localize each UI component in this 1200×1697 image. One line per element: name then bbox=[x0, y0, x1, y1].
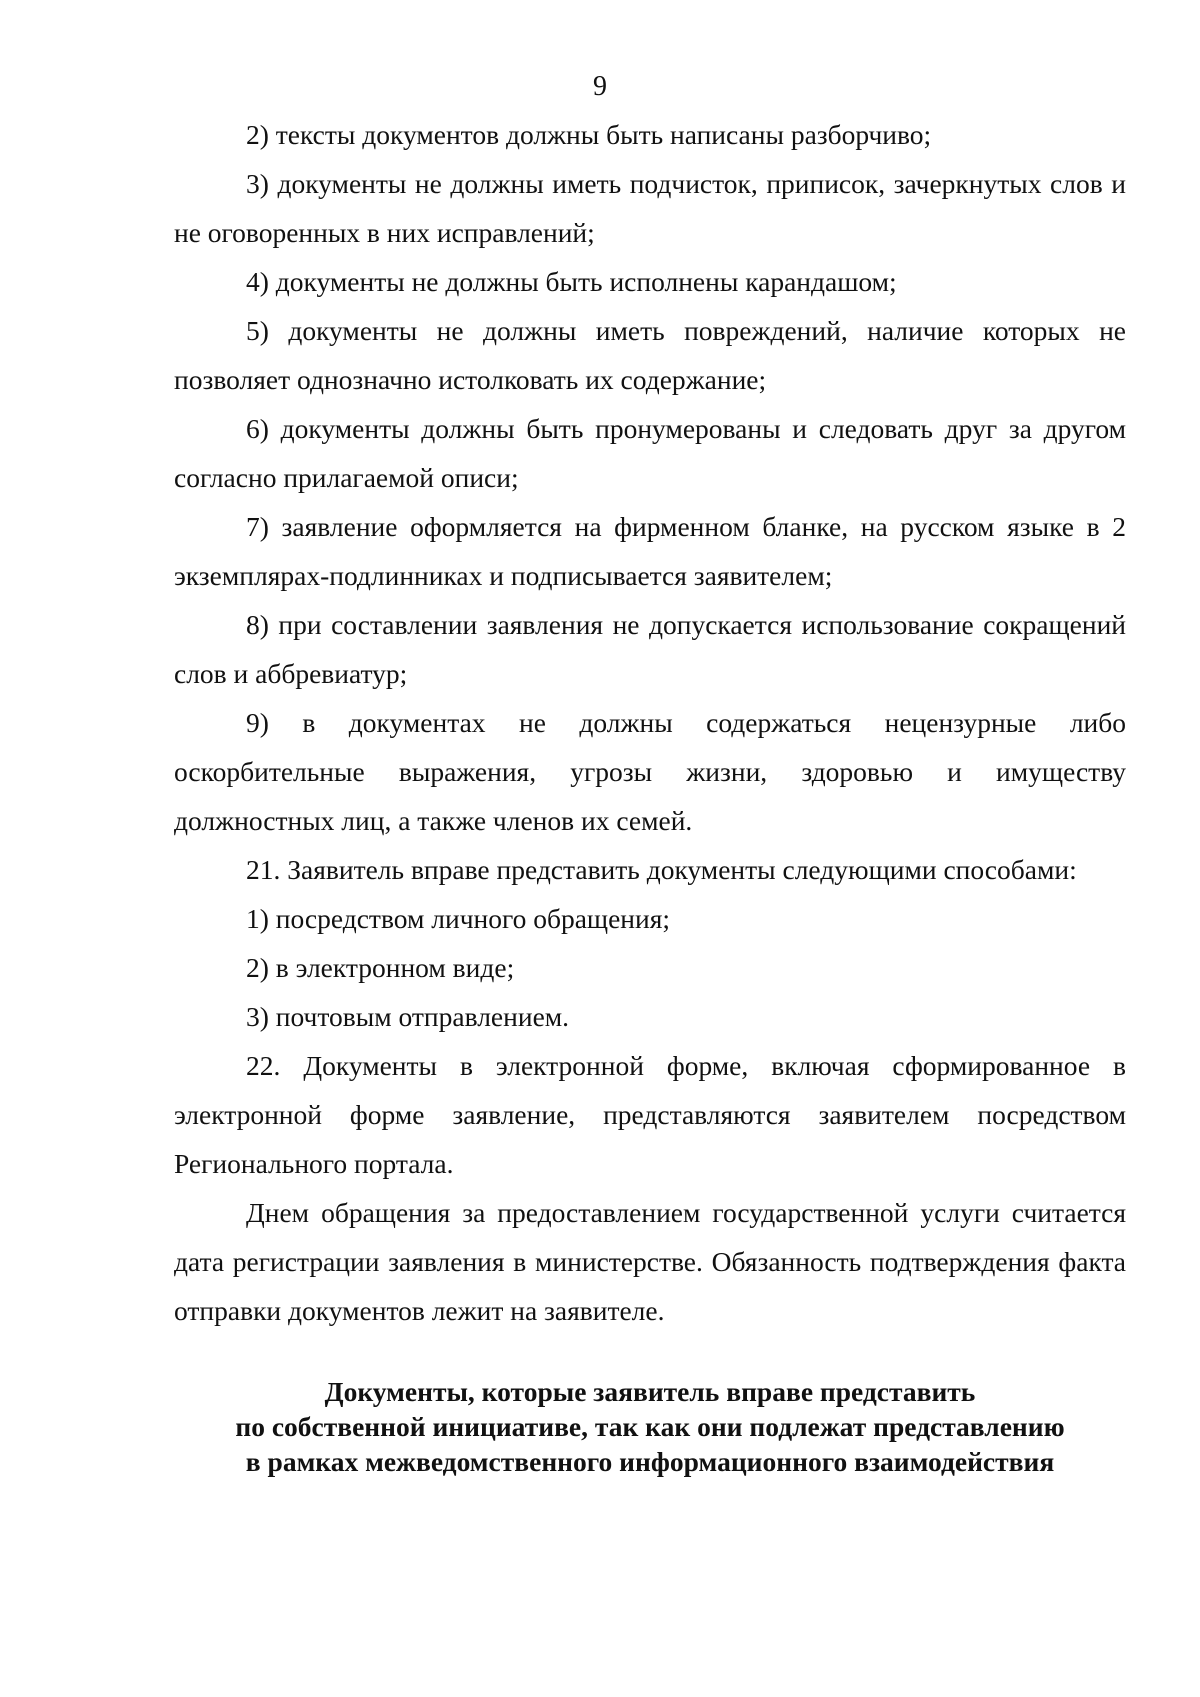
paragraph-item-2: 2) тексты документов должны быть написаны разборчиво; bbox=[246, 119, 932, 150]
section-heading-line-3: в рамках межведомственного информационного взаимодействия bbox=[245, 1446, 1055, 1477]
paragraph-item-6: 6) документы должны быть пронумерованы и следовать друг за другом согласно прилагаемой описи; bbox=[174, 413, 1126, 493]
body-text bbox=[174, 110, 1126, 1335]
paragraph-method-3: 3) почтовым отправлением. bbox=[246, 1001, 570, 1032]
section-heading bbox=[174, 1374, 1126, 1479]
paragraph-method-2: 2) в электронном виде; bbox=[246, 952, 515, 983]
paragraph-item-5: 5) документы не должны иметь повреждений, наличие которых не позволяет однозначно истолковать их содержание; bbox=[174, 315, 1126, 395]
paragraph-section-21: 21. Заявитель вправе представить документы следующими способами: bbox=[246, 854, 1077, 885]
paragraph-submission-date: Днем обращения за предоставлением государственной услуги считается дата регистрации заявления в министерстве. Обязанность подтверждения факта отправки документов лежит на заявителе. bbox=[174, 1197, 1126, 1326]
paragraph-method-1: 1) посредством личного обращения; bbox=[246, 903, 671, 934]
paragraph-item-8: 8) при составлении заявления не допускается использование сокращений слов и аббревиатур; bbox=[174, 609, 1126, 689]
paragraph-section-22: 22. Документы в электронной форме, включая сформированное в электронной форме заявление, представляются заявителем посредством Регионального портала. bbox=[174, 1050, 1126, 1179]
paragraph-item-7: 7) заявление оформляется на фирменном бланке, на русском языке в 2 экземплярах-подлинниках и подписывается заявителем; bbox=[174, 511, 1126, 591]
section-heading-line-2: по собственной инициативе, так как они подлежат представлению bbox=[235, 1411, 1065, 1442]
paragraph-item-4: 4) документы не должны быть исполнены карандашом; bbox=[246, 266, 897, 297]
paragraph-item-3: 3) документы не должны иметь подчисток, приписок, зачеркнутых слов и не оговоренных в них исправлений; bbox=[174, 168, 1126, 248]
page-number: 9 bbox=[593, 71, 607, 102]
section-heading-line-1: Документы, которые заявитель вправе представить bbox=[324, 1376, 976, 1407]
paragraph-item-9: 9) в документах не должны содержаться нецензурные либо оскорбительные выражения, угрозы жизни, здоровью и имуществу должностных лиц, а также членов их семей. bbox=[174, 707, 1126, 836]
